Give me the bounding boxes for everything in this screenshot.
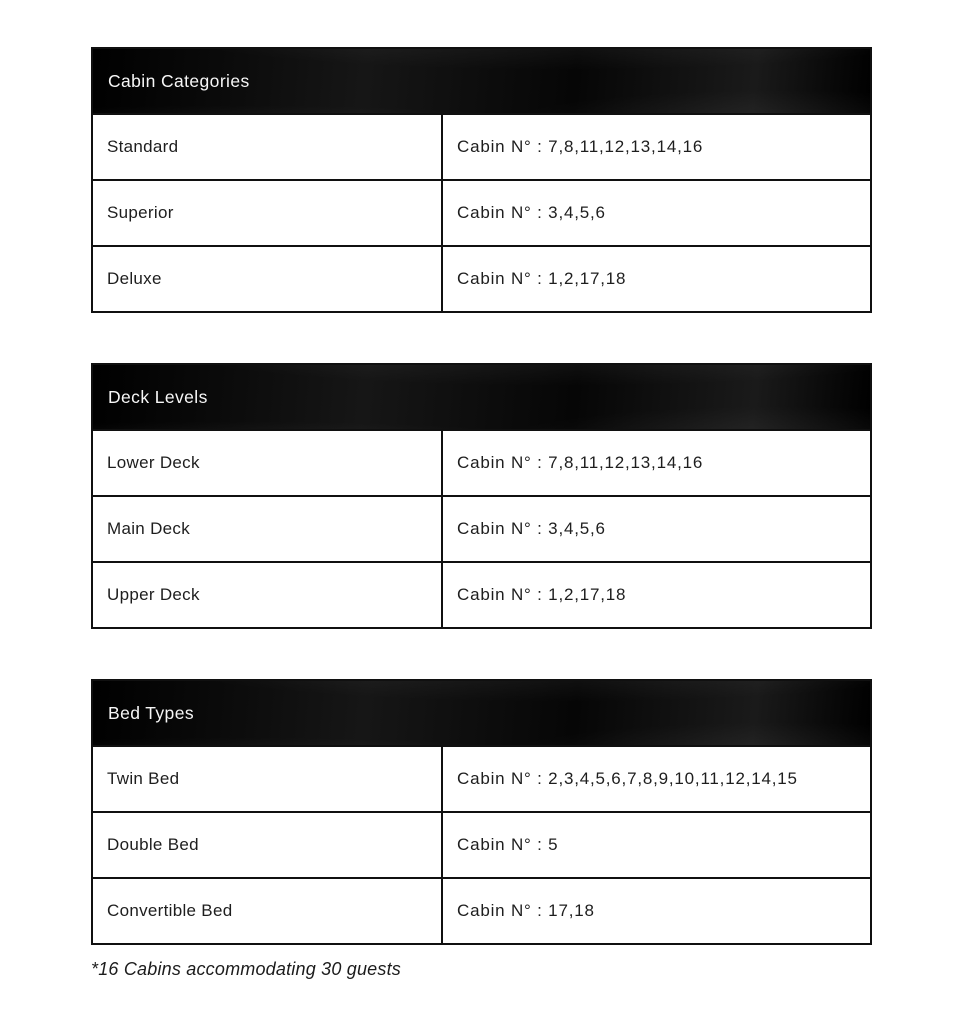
cabin-numbers: Cabin N° : 17,18 bbox=[457, 901, 595, 920]
cabin-categories-table bbox=[91, 47, 872, 313]
cabin-numbers: Cabin N° : 1,2,17,18 bbox=[457, 585, 627, 604]
table-title: Cabin Categories bbox=[108, 70, 250, 91]
cabin-categories-header bbox=[93, 49, 870, 113]
table-row bbox=[93, 877, 870, 943]
category-label: Standard bbox=[93, 115, 443, 179]
bed-type-label: Double Bed bbox=[93, 813, 443, 877]
table-row bbox=[93, 245, 870, 311]
table-row bbox=[93, 745, 870, 811]
cabin-numbers: Cabin N° : 3,4,5,6 bbox=[457, 203, 606, 222]
bed-type-label: Twin Bed bbox=[93, 747, 443, 811]
footnote: *16 Cabins accommodating 30 guests bbox=[91, 959, 401, 979]
category-label: Superior bbox=[93, 181, 443, 245]
bed-types-table bbox=[91, 679, 872, 945]
bed-types-header bbox=[93, 681, 870, 745]
deck-levels-header bbox=[93, 365, 870, 429]
table-row bbox=[93, 179, 870, 245]
table-title: Bed Types bbox=[108, 702, 194, 723]
table-row bbox=[93, 561, 870, 627]
category-label: Deluxe bbox=[93, 247, 443, 311]
cabin-numbers: Cabin N° : 7,8,11,12,13,14,16 bbox=[457, 137, 704, 156]
deck-label: Upper Deck bbox=[93, 563, 443, 627]
deck-label: Main Deck bbox=[93, 497, 443, 561]
bed-type-label: Convertible Bed bbox=[93, 879, 443, 943]
table-row bbox=[93, 495, 870, 561]
deck-label: Lower Deck bbox=[93, 431, 443, 495]
table-row bbox=[93, 811, 870, 877]
cabin-numbers: Cabin N° : 5 bbox=[457, 835, 559, 854]
deck-levels-table bbox=[91, 363, 872, 629]
cabin-numbers: Cabin N° : 2,3,4,5,6,7,8,9,10,11,12,14,15 bbox=[457, 769, 798, 788]
table-title: Deck Levels bbox=[108, 386, 208, 407]
table-row bbox=[93, 113, 870, 179]
cabin-numbers: Cabin N° : 7,8,11,12,13,14,16 bbox=[457, 453, 704, 472]
table-row bbox=[93, 429, 870, 495]
cabin-numbers: Cabin N° : 1,2,17,18 bbox=[457, 269, 627, 288]
cabin-numbers: Cabin N° : 3,4,5,6 bbox=[457, 519, 606, 538]
